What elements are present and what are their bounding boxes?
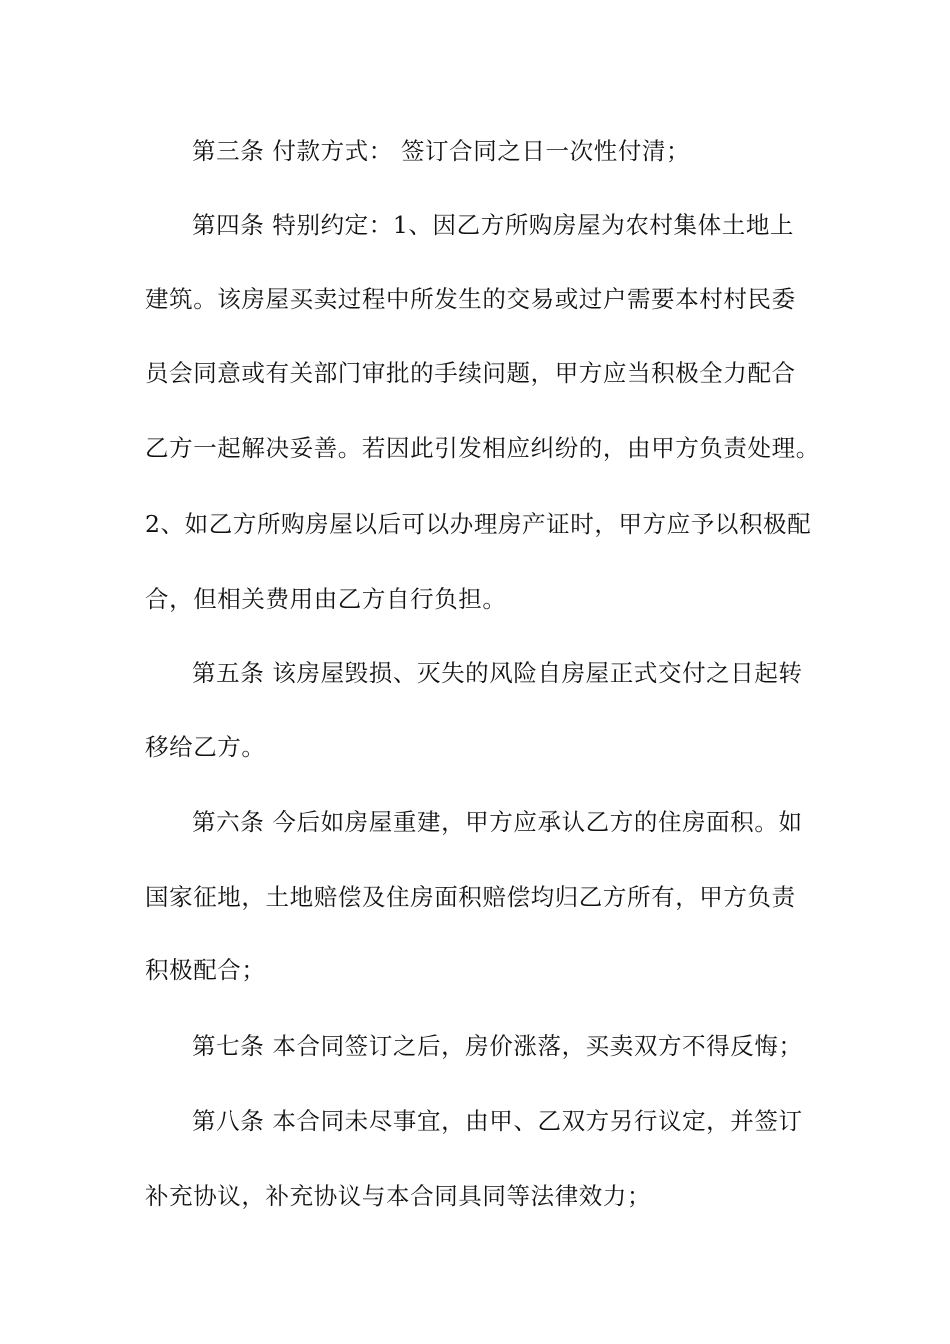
text-line: 建筑。该房屋买卖过程中所发生的交易或过户需要本村村民委: [145, 285, 796, 313]
text-line: 乙方一起解决妥善。若因此引发相应纠纷的，由甲方负责处理。: [145, 434, 820, 462]
text-line: 2、如乙方所购房屋以后可以办理房产证时，甲方应予以积极配: [145, 510, 812, 538]
text-line: 合，但相关费用由乙方自行负担。: [145, 585, 507, 613]
text-line-article-6: 第六条 今后如房屋重建，甲方应承认乙方的住房面积。如: [192, 808, 803, 836]
text-line-article-4: 第四条 特别约定：1、因乙方所购房屋为农村集体土地上: [192, 211, 795, 239]
text-line: 员会同意或有关部门审批的手续问题，甲方应当积极全力配合: [145, 359, 796, 387]
text-line: 国家征地，土地赔偿及住房面积赔偿均归乙方所有，甲方负责: [145, 883, 796, 911]
text-line: 移给乙方。: [145, 733, 266, 761]
text-line-article-7: 第七条 本合同签订之后，房价涨落，买卖双方不得反悔；: [192, 1032, 803, 1060]
text-line-article-8: 第八条 本合同未尽事宜，由甲、乙双方另行议定，并签订: [192, 1107, 803, 1135]
text-line-article-3: 第三条 付款方式： 签订合同之日一次性付清；: [192, 137, 691, 165]
text-line-article-5: 第五条 该房屋毁损、灭失的风险自房屋正式交付之日起转: [192, 659, 803, 687]
text-line: 补充协议，补充协议与本合同具同等法律效力；: [145, 1182, 652, 1210]
text-line: 积极配合；: [145, 956, 266, 984]
